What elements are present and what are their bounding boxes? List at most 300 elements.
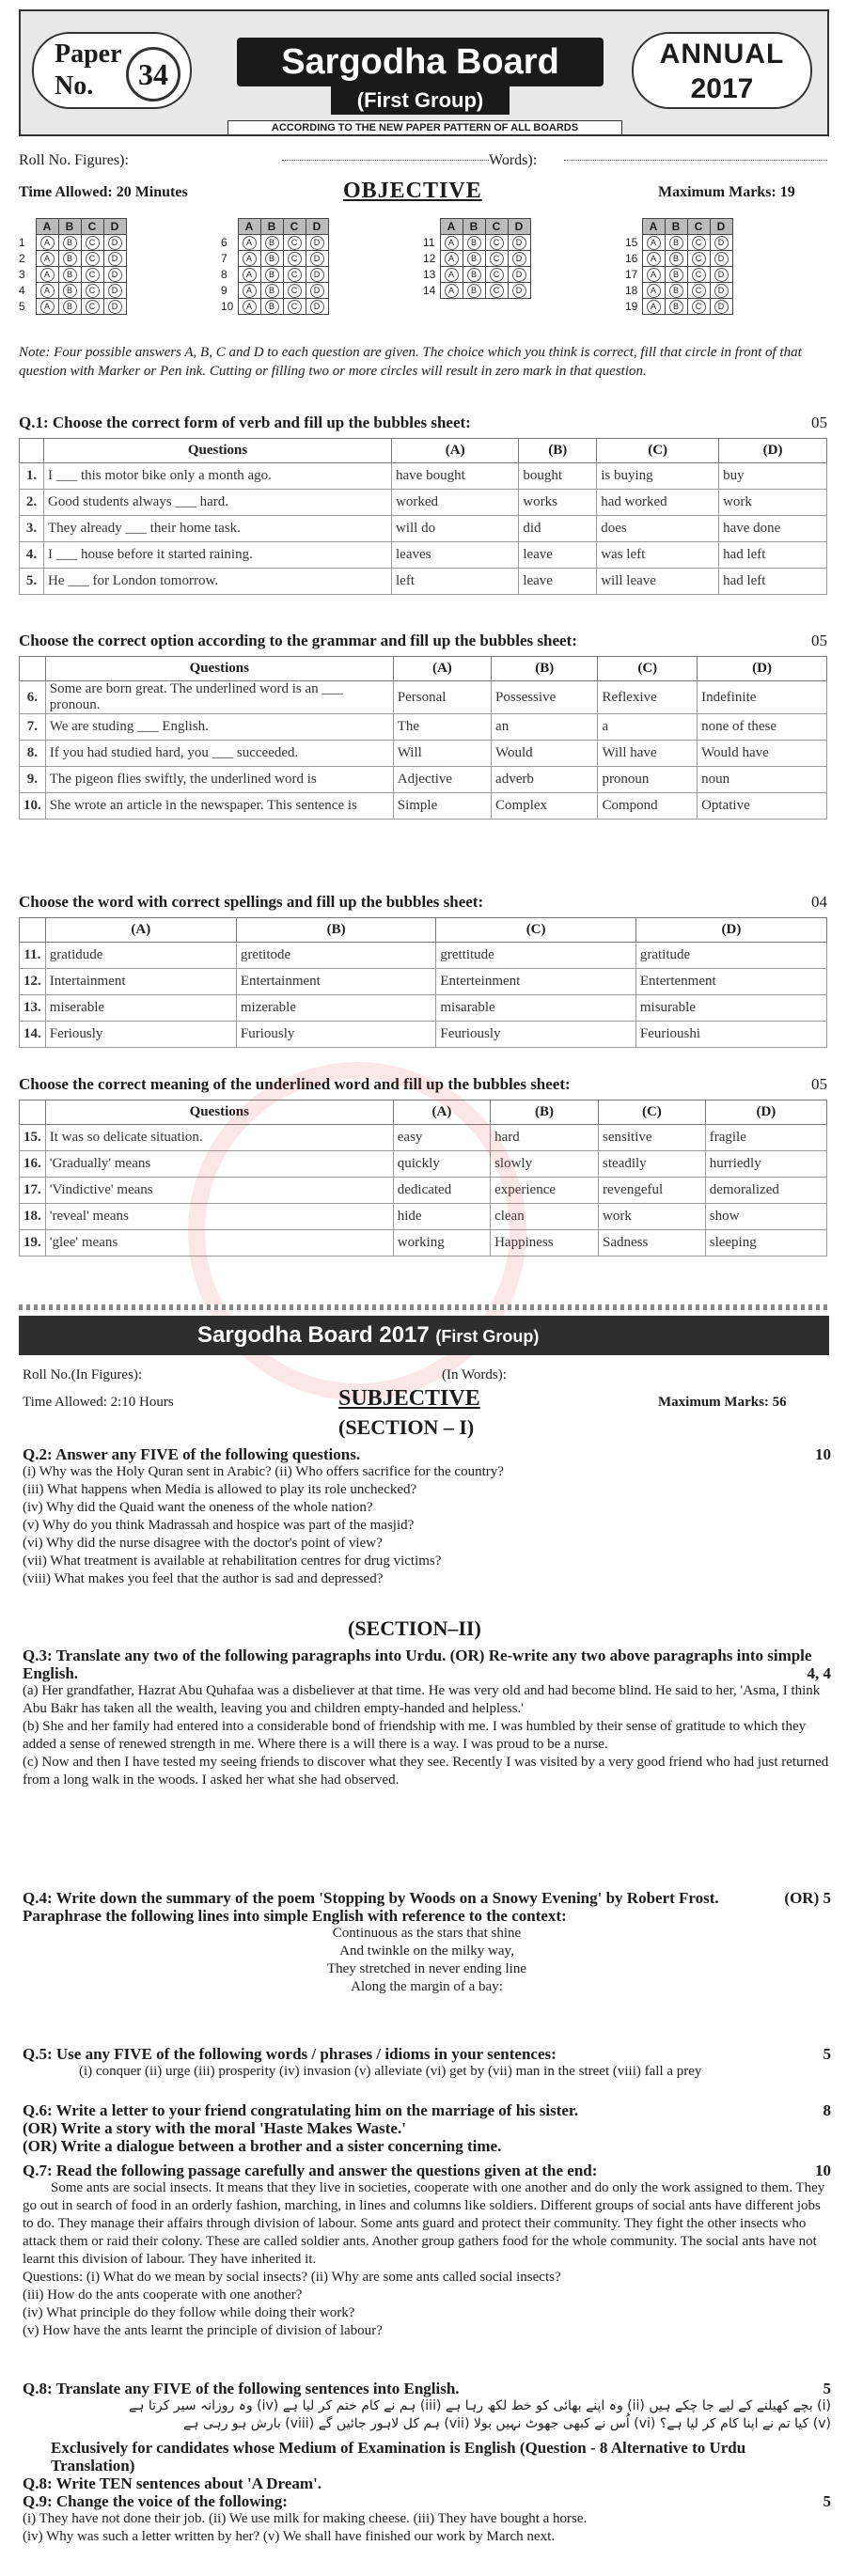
table-cell: had left: [719, 569, 827, 595]
question-number: 1.: [20, 463, 44, 490]
table-cell: easy: [393, 1125, 490, 1151]
column-header: Questions: [45, 1101, 393, 1125]
bubble[interactable]: A: [243, 300, 257, 314]
q6-text: Q.6: Write a letter to your friend congratulating him on the marriage of his sister.: [23, 2101, 579, 2119]
table-row: [20, 542, 827, 569]
bubble[interactable]: B: [63, 252, 77, 266]
q3-block: [23, 1647, 831, 1789]
bubble[interactable]: D: [512, 236, 526, 250]
q6-block: [23, 2101, 831, 2155]
table-cell: noun: [698, 767, 827, 793]
table-cell: 'Vindictive' means: [45, 1178, 393, 1204]
col-num: [20, 1101, 46, 1125]
q1a-table: [19, 438, 827, 595]
table-cell: experience: [491, 1178, 599, 1204]
table-cell: had worked: [597, 490, 719, 516]
table-row: [20, 969, 827, 995]
sub-marks: Maximum Marks: 56: [658, 1395, 787, 1410]
table-cell: Entertenment: [635, 969, 826, 995]
q1b-heading-text: Choose the correct option according to the grammar and fill up the bubbles sheet:: [19, 632, 577, 649]
table-cell: was left: [597, 542, 719, 569]
table-row: [20, 995, 827, 1022]
q8-block: [23, 2380, 831, 2546]
bubble[interactable]: D: [714, 268, 729, 282]
roll-words: Words):: [489, 152, 538, 168]
table-cell: is buying: [597, 463, 719, 490]
question-number: 12.: [20, 969, 46, 995]
bubble[interactable]: D: [108, 252, 122, 266]
table-cell: I ___ house before it started raining.: [44, 542, 392, 569]
bubble[interactable]: A: [647, 284, 661, 298]
q1b-table: [19, 656, 827, 820]
table-cell: Would: [492, 741, 598, 767]
bubble[interactable]: C: [692, 252, 706, 266]
q4-text: Q.4: Write down the summary of the poem 'Stopping by Woods on a Snowy Evening' by Robert Frost.: [23, 1889, 719, 1907]
q9-line-2: (iv) Why was such a letter written by her? (v) We shall have finished our work by March next.: [23, 2529, 555, 2544]
q1a-heading: [19, 414, 827, 432]
roll-dots: [282, 160, 489, 161]
paper-number: 34: [126, 47, 180, 101]
subjective-banner-group: (First Group): [435, 1327, 540, 1346]
bubble[interactable]: A: [243, 268, 257, 282]
table-row: [20, 793, 827, 820]
table-cell: Will: [393, 741, 491, 767]
poem-line: Along the margin of a bay:: [351, 1979, 503, 1994]
bubble[interactable]: A: [445, 252, 459, 266]
pattern-strip: ACCORDING TO THE NEW PAPER PATTERN OF ALL BOARDS: [227, 120, 622, 135]
q3-text: Q.3: Translate any two of the following paragraphs into Urdu. (OR) Re-write any two above paragraphs into simple English.: [23, 1647, 812, 1682]
column-header: (C): [598, 657, 698, 681]
table-cell: fragile: [705, 1125, 826, 1151]
table-cell: will leave: [597, 569, 719, 595]
table-cell: work: [599, 1204, 706, 1230]
table-cell: hide: [393, 1204, 490, 1230]
bubble[interactable]: C: [490, 284, 504, 298]
table-cell: miserable: [45, 995, 236, 1022]
table-row: [20, 714, 827, 741]
table-cell: Intertainment: [45, 969, 236, 995]
bubble[interactable]: B: [467, 236, 481, 250]
q7-block: [23, 2162, 831, 2340]
q1d-heading-text: Choose the correct meaning of the underlined word and fill up the bubbles sheet:: [19, 1075, 571, 1093]
table-row: [20, 569, 827, 595]
q8-english-alt: Q.8: Write TEN sentences about 'A Dream'.: [23, 2475, 322, 2492]
bubble[interactable]: C: [288, 236, 302, 250]
column-header: (A): [393, 657, 491, 681]
bubble[interactable]: C: [86, 252, 100, 266]
table-row: [20, 1022, 827, 1048]
bubble[interactable]: A: [647, 300, 661, 314]
q7-text: Q.7: Read the following passage carefully and answer the questions given at the end:: [23, 2162, 598, 2179]
table-cell: Happiness: [491, 1230, 599, 1257]
column-header: (A): [392, 439, 519, 463]
bubble[interactable]: B: [669, 236, 683, 250]
bubble[interactable]: D: [714, 252, 729, 266]
q1b-marks: 05: [811, 632, 827, 649]
bubble[interactable]: C: [692, 284, 706, 298]
table-cell: clean: [491, 1204, 599, 1230]
q5-items: (i) conquer (ii) urge (iii) prosperity (iv) invasion (v) alleviate (vi) get by (vii) man in the street (viii) fall a prey: [79, 2064, 702, 2079]
table-cell: 'Gradually' means: [45, 1151, 393, 1178]
bubble[interactable]: B: [669, 284, 683, 298]
q4-or: (OR): [784, 1889, 820, 1907]
column-header: (B): [491, 1101, 599, 1125]
bubble[interactable]: B: [63, 236, 77, 250]
no-word: No.: [55, 71, 94, 101]
q9-text: Q.9: Change the voice of the following:: [23, 2492, 288, 2510]
exclusive-note: Exclusively for candidates whose Medium of Examination is English (Question - 8 Alternative to Urdu Translation): [51, 2439, 746, 2475]
table-cell: Will have: [598, 741, 698, 767]
column-header: (B): [492, 657, 598, 681]
column-header: Questions: [45, 657, 393, 681]
question-number: 11.: [20, 943, 46, 969]
bubble[interactable]: A: [647, 236, 661, 250]
column-header: (C): [599, 1101, 706, 1125]
table-cell: an: [492, 714, 598, 741]
bubble[interactable]: D: [310, 300, 324, 314]
bubble[interactable]: B: [265, 300, 279, 314]
table-cell: Compond: [598, 793, 698, 820]
bubble[interactable]: A: [647, 252, 661, 266]
table-cell: grettitude: [436, 943, 636, 969]
roll-no-figures: Roll No. Figures):: [19, 152, 129, 168]
bubble-group: A B C D 6 A B C D 7 A B C D 8 A B C D 9 A B C D 10 A B C D: [221, 218, 329, 326]
q2-item: (iv) Why did the Quaid want the oneness of the whole nation?: [23, 1500, 373, 1515]
table-cell: gratitude: [635, 943, 826, 969]
bubble[interactable]: D: [714, 300, 729, 314]
column-header: Questions: [44, 439, 392, 463]
bubble[interactable]: C: [288, 252, 302, 266]
q2-marks: 10: [815, 1445, 831, 1463]
q6-marks: 8: [823, 2101, 831, 2119]
objective-title: OBJECTIVE: [343, 179, 482, 203]
paper-number-badge: [32, 32, 192, 109]
bubble-group: A B C D 11 A B C D 12 A B C D 13 A B C D 14 A B C D: [423, 218, 531, 326]
table-cell: Good students always ___ hard.: [44, 490, 392, 516]
table-cell: Would have: [698, 741, 827, 767]
table-cell: Feriously: [45, 1022, 236, 1048]
question-number: 6.: [20, 681, 46, 714]
table-cell: gretitode: [236, 943, 436, 969]
question-number: 2.: [20, 490, 44, 516]
table-cell: Feurioushi: [635, 1022, 826, 1048]
bubble[interactable]: A: [445, 284, 459, 298]
bubble[interactable]: B: [265, 252, 279, 266]
subjective-title: SUBJECTIVE: [338, 1386, 480, 1411]
column-header: (B): [519, 439, 597, 463]
q1b-heading: [19, 632, 827, 650]
max-marks: Maximum Marks: 19: [658, 184, 795, 200]
bubble[interactable]: A: [40, 300, 55, 314]
q2-item: (iii) What happens when Media is allowed to play its role unchecked?: [23, 1482, 417, 1497]
bubble[interactable]: C: [692, 300, 706, 314]
question-number: 14.: [20, 1022, 46, 1048]
q4-block: [23, 1889, 831, 1996]
table-cell: Entertainment: [236, 969, 436, 995]
bubble[interactable]: A: [243, 236, 257, 250]
bubble[interactable]: D: [714, 284, 729, 298]
bubble[interactable]: B: [467, 284, 481, 298]
table-cell: a: [598, 714, 698, 741]
table-cell: Complex: [492, 793, 598, 820]
column-header: (D): [698, 657, 827, 681]
group-label: (First Group): [331, 86, 510, 115]
table-cell: pronoun: [598, 767, 698, 793]
q7-item: (iv) What principle do they follow while doing their work?: [23, 2305, 355, 2320]
table-cell: 'glee' means: [45, 1230, 393, 1257]
table-row: [20, 463, 827, 490]
question-number: 9.: [20, 767, 46, 793]
bubble[interactable]: C: [86, 300, 100, 314]
board-title: Sargodha Board: [237, 38, 604, 86]
table-cell: quickly: [393, 1151, 490, 1178]
q2-list: [23, 1463, 831, 1588]
bubble[interactable]: D: [108, 284, 122, 298]
bubble[interactable]: D: [310, 252, 324, 266]
q2-item: (v) Why do you think Madrassah and hospice was part of the masjid?: [23, 1518, 415, 1533]
table-cell: slowly: [491, 1151, 599, 1178]
table-cell: hard: [491, 1125, 599, 1151]
q4-paraphrase: Paraphrase the following lines into simple English with reference to the context:: [23, 1907, 567, 1925]
question-number: 18.: [20, 1204, 46, 1230]
q1c-marks: 04: [811, 893, 827, 911]
table-row: [20, 681, 827, 714]
table-cell: show: [705, 1204, 826, 1230]
table-cell: none of these: [698, 714, 827, 741]
col-num: [20, 657, 46, 681]
table-cell: had left: [719, 542, 827, 569]
bubble[interactable]: A: [40, 268, 55, 282]
table-cell: buy: [719, 463, 827, 490]
q2-item: (viii) What makes you feel that the author is sad and depressed?: [23, 1571, 384, 1586]
time-allowed: Time Allowed: 20 Minutes: [19, 184, 188, 200]
question-number: 8.: [20, 741, 46, 767]
table-cell: misarable: [436, 995, 636, 1022]
bubble[interactable]: A: [647, 268, 661, 282]
table-cell: Simple: [393, 793, 491, 820]
question-number: 16.: [20, 1151, 46, 1178]
table-cell: works: [519, 490, 597, 516]
column-header: (A): [393, 1101, 490, 1125]
table-row: [20, 943, 827, 969]
table-row: [20, 741, 827, 767]
table-cell: Reflexive: [598, 681, 698, 714]
table-cell: Furiously: [236, 1022, 436, 1048]
bubble[interactable]: C: [490, 268, 504, 282]
table-cell: Personal: [393, 681, 491, 714]
table-cell: sleeping: [705, 1230, 826, 1257]
table-cell: Possessive: [492, 681, 598, 714]
bubble[interactable]: C: [86, 268, 100, 282]
table-cell: If you had studied hard, you ___ succeeded.: [45, 741, 393, 767]
bubble[interactable]: B: [467, 268, 481, 282]
bubble[interactable]: C: [86, 236, 100, 250]
bubble[interactable]: C: [288, 284, 302, 298]
table-row: [20, 490, 827, 516]
bubble[interactable]: A: [243, 252, 257, 266]
table-cell: dedicated: [393, 1178, 490, 1204]
bubble[interactable]: B: [669, 252, 683, 266]
column-header: (D): [705, 1101, 826, 1125]
note-text: Note: Four possible answers A, B, C and D to each question are given. The choice which you think is correct, fill that circle in front of that question with Marker or Pen ink. Cutting or filling two or more circles will result in zero mark in that question.: [19, 345, 802, 379]
q9-line-1: (i) They have not done their job. (ii) We use milk for making cheese. (iii) They have bought a horse.: [23, 2511, 588, 2526]
bubble[interactable]: D: [108, 268, 122, 282]
bubble[interactable]: B: [265, 284, 279, 298]
words-dots: [564, 160, 827, 161]
q7-marks: 10: [815, 2162, 831, 2179]
paper-header: [19, 9, 829, 136]
q3-para-a: (a) Her grandfather, Hazrat Abu Quhafaa was a disbeliever at that time. He was very old and had become blind. He said to her, 'Asma, I think Abu Bakr has taken all the wealth, leaving you and children empty-handed and helpless.': [23, 1683, 821, 1716]
sub-roll: Roll No.(In Figures):: [23, 1367, 143, 1382]
q8-marks: 5: [823, 2380, 831, 2397]
q2-item: (vi) Why did the nurse disagree with the doctor's point of view?: [23, 1536, 383, 1551]
col-num: [20, 439, 44, 463]
column-header: (C): [436, 918, 636, 943]
q2-item: (i) Why was the Holy Quran sent in Arabic? (ii) Who offers sacrifice for the country?: [23, 1464, 504, 1479]
subjective-banner-title: Sargodha Board 2017: [197, 1322, 430, 1348]
bubble[interactable]: C: [288, 300, 302, 314]
poem-line: They stretched in never ending line: [326, 1961, 526, 1976]
table-cell: gratidude: [45, 943, 236, 969]
q6-or-dialogue: (OR) Write a dialogue between a brother and a sister concerning time.: [23, 2137, 502, 2155]
table-cell: left: [392, 569, 519, 595]
bubble[interactable]: D: [512, 252, 526, 266]
bubble[interactable]: B: [63, 268, 77, 282]
paper-word: Paper: [55, 39, 122, 69]
bubble[interactable]: B: [669, 300, 683, 314]
table-cell: leave: [519, 569, 597, 595]
q8-text: Q.8: Translate any FIVE of the following sentences into English.: [23, 2380, 460, 2397]
bubble[interactable]: A: [40, 252, 55, 266]
q3-para-c: (c) Now and then I have tested my seeing friends to discover what they see. Recently I was visited by a very good friend who had just returned from a long walk in the woods. I asked her what she had observed.: [23, 1755, 829, 1788]
table-cell: bought: [519, 463, 597, 490]
q1d-marks: 05: [811, 1075, 827, 1093]
table-cell: The pigeon flies swiftly, the underlined word is: [45, 767, 393, 793]
section-1: (SECTION – I): [338, 1415, 475, 1439]
question-number: 17.: [20, 1178, 46, 1204]
bubble[interactable]: A: [445, 236, 459, 250]
table-cell: does: [597, 516, 719, 542]
bubble[interactable]: B: [265, 268, 279, 282]
table-cell: misurable: [635, 995, 826, 1022]
bubble[interactable]: C: [490, 236, 504, 250]
bubble[interactable]: B: [63, 284, 77, 298]
bubble[interactable]: D: [714, 236, 729, 250]
q2-block: [23, 1445, 831, 1588]
q2-item: (vii) What treatment is available at rehabilitation centres for drug victims?: [23, 1553, 442, 1569]
q6-or-story: (OR) Write a story with the moral 'Haste Makes Waste.': [23, 2119, 406, 2137]
question-number: 19.: [20, 1230, 46, 1257]
q7-item: Questions: (i) What do we mean by social insects? (ii) Why are some ants called social insects?: [23, 2270, 561, 2285]
table-cell: demoralized: [705, 1178, 826, 1204]
table-cell: Some are born great. The underlined word is an ___ pronoun.: [45, 681, 393, 714]
q1a-heading-text: Q.1: Choose the correct form of verb and fill up the bubbles sheet:: [19, 414, 471, 431]
q8-urdu-line-1: (i) بچے کھیلنے کے لیے جا چکے ہیں (ii) وہ اپنے بھائی کو خط لکھ رہا ہے (iii) ہم نے کام ختم کر لیا ہے (iv) وہ روزانہ سیر کرتا ہے: [129, 2398, 831, 2413]
column-header: (B): [236, 918, 436, 943]
table-cell: have done: [719, 516, 827, 542]
q3-marks: 4, 4: [807, 1664, 831, 1682]
table-row: [20, 767, 827, 793]
question-number: 15.: [20, 1125, 46, 1151]
bubble[interactable]: B: [265, 236, 279, 250]
poem-line: And twinkle on the milky way,: [339, 1944, 514, 1959]
q7-item: (v) How have the ants learnt the principle of division of labour?: [23, 2323, 383, 2338]
q9-marks: 5: [823, 2492, 831, 2510]
table-cell: revengeful: [599, 1178, 706, 1204]
bubble[interactable]: D: [512, 268, 526, 282]
table-cell: Sadness: [599, 1230, 706, 1257]
bubble[interactable]: C: [692, 268, 706, 282]
table-cell: adverb: [492, 767, 598, 793]
bubble[interactable]: D: [310, 268, 324, 282]
col-num: [20, 918, 46, 943]
bubble[interactable]: A: [40, 284, 55, 298]
bubble[interactable]: C: [288, 268, 302, 282]
table-cell: did: [519, 516, 597, 542]
bubble[interactable]: C: [86, 284, 100, 298]
bubble[interactable]: C: [692, 236, 706, 250]
q1c-heading-text: Choose the word with correct spellings and fill up the bubbles sheet:: [19, 893, 484, 911]
bubble[interactable]: A: [243, 284, 257, 298]
q5-text: Q.5: Use any FIVE of the following words / phrases / idioms in your sentences:: [23, 2045, 557, 2063]
table-cell: worked: [392, 490, 519, 516]
column-header: (C): [597, 439, 719, 463]
annual-badge: [632, 32, 812, 109]
bubble[interactable]: B: [467, 252, 481, 266]
bubble[interactable]: A: [445, 268, 459, 282]
question-number: 10.: [20, 793, 46, 820]
annual-label: ANNUAL: [659, 39, 785, 70]
bubble[interactable]: D: [310, 284, 324, 298]
table-cell: Feuriously: [436, 1022, 636, 1048]
table-cell: Adjective: [393, 767, 491, 793]
bubble[interactable]: D: [108, 300, 122, 314]
table-cell: leaves: [392, 542, 519, 569]
bubble[interactable]: B: [669, 268, 683, 282]
table-cell: steadily: [599, 1151, 706, 1178]
q1c-heading: [19, 893, 827, 912]
bubble[interactable]: D: [310, 236, 324, 250]
bubble[interactable]: B: [63, 300, 77, 314]
table-row: [20, 516, 827, 542]
table-cell: We are studing ___ English.: [45, 714, 393, 741]
q2-text: Q.2: Answer any FIVE of the following questions.: [23, 1445, 361, 1463]
table-cell: They already ___ their home task.: [44, 516, 392, 542]
bubble[interactable]: C: [490, 252, 504, 266]
q3-para-b: (b) She and her family had entered into a considerable bond of friendship with me. I was humbled by their sense of gratitude to which they added a sense of renewed strength in me. Where there is a will there is a way. I was proud to be a nurse.: [23, 1719, 807, 1752]
q4-marks: 5: [823, 1889, 831, 1907]
table-cell: mizerable: [236, 995, 436, 1022]
table-cell: sensitive: [599, 1125, 706, 1151]
q7-item: (iii) How do the ants cooperate with one another?: [23, 2287, 303, 2303]
table-cell: work: [719, 490, 827, 516]
q7-passage: Some ants are social insects. It means that they live in societies, cooperate with one another and do only the work assigned to them. They go out in search of food in an orderly fashion, marching, in lines and columns like soldiers. Different groups of social ants have different jobs to do. They manage their affairs through division of labour. Some ants guard and protect their community. They fight the other insects who attack them or raid their colony. These are called soldier ants. Another group gathers food for the whole community. The social ants have not learnt this division of labour. They have inherited it.: [23, 2180, 825, 2267]
bubble[interactable]: D: [512, 284, 526, 298]
bubble[interactable]: D: [108, 236, 122, 250]
q1a-marks: 05: [811, 414, 827, 431]
table-cell: Indefinite: [698, 681, 827, 714]
table-cell: He ___ for London tomorrow.: [44, 569, 392, 595]
bubble-group: A B C D 1 A B C D 2 A B C D 3 A B C D 4 A B C D 5 A B C D: [19, 218, 127, 326]
bubble-group: A B C D 15 A B C D 16 A B C D 17 A B C D 18 A B C D 19 A B C D: [625, 218, 733, 326]
q1c-table: [19, 917, 827, 1048]
question-number: 4.: [20, 542, 44, 569]
bubble[interactable]: A: [40, 236, 55, 250]
table-cell: leave: [519, 542, 597, 569]
question-number: 13.: [20, 995, 46, 1022]
section-2: (SECTION–II): [348, 1616, 481, 1640]
table-cell: It was so delicate situation.: [45, 1125, 393, 1151]
